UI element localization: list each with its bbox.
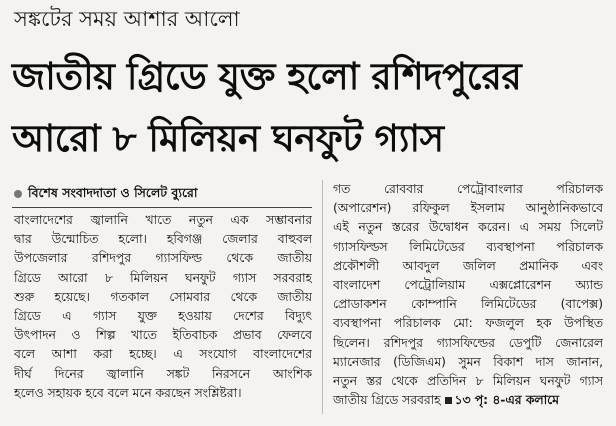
article-kicker: সঙ্কটের সময় আশার আলো	[14, 7, 240, 31]
text-line: হলেও সহায়ক হবে বলে মনে করছেন সংশ্লিষ্টরা।	[14, 385, 242, 400]
column-divider	[322, 180, 323, 414]
left-column	[14, 211, 312, 403]
text-line: গত রোববার পেট্রোবাংলার পরিচালক	[333, 182, 603, 196]
text-line: প্রোডাকশন কোম্পানি লিমিটেডের (বাপেক্স)	[333, 297, 603, 312]
text-line: এই নতুন স্তরের উদ্বোধন করেন। এ সময় সিলেট	[333, 220, 603, 235]
text-line: উৎপাদন ও শিল্প খাতে ইতিবাচক প্রভাব ফেলবে	[14, 328, 312, 343]
text-line: ব্যবস্থাপনা পরিচালক মো: ফজলুল হক উপস্থিত	[333, 316, 603, 331]
text-line: নতুন স্তর থেকে প্রতিদিন ৮ মিলিয়ন ঘনফুট গ্যাস	[333, 374, 603, 389]
continuation-text: জাতীয় গ্রিডে সরবরাহ	[333, 393, 445, 408]
text-line: বলে আশা করা হচ্ছে। এ সংযোগ বাংলাদেশের	[14, 347, 312, 362]
right-column	[333, 180, 603, 410]
text-line: প্রকৌশলী আবদুল জলিল প্রমানিক এবং	[333, 258, 603, 273]
headline-line-2: আরো ৮ মিলিয়ন ঘনফুট গ্যাস	[12, 117, 444, 160]
text-line: গ্রিডে আরো ৮ মিলিয়ন ঘনফুট গ্যাস সরবরাহ	[14, 270, 312, 285]
jump-marker-icon	[445, 397, 452, 404]
text-line: শুরু হয়েছে। গতকাল সোমবার থেকে জাতীয়	[14, 289, 312, 304]
byline	[14, 184, 198, 202]
text-line: বাংলাদেশের জ্বালানি খাতে নতুন এক সম্ভাবনার	[14, 213, 312, 227]
text-line: দ্বার উন্মোচিত হলো। হবিগঞ্জ জেলার বাহুবল	[14, 232, 312, 247]
text-line: উপজেলার রশিদপুর গ্যাসফিল্ড থেকে জাতীয়	[14, 251, 312, 266]
text-line: বাংলাদেশ পেট্রোলিয়াম এক্সপ্লোরেশন অ্যান্ড	[333, 278, 603, 293]
jump-reference: ১৩ পৃ: ৪-এর কলামে	[454, 393, 559, 408]
text-line: গ্রিডে এ গ্যাস যুক্ত হওয়ায় দেশের বিদ্যুৎ	[14, 309, 312, 324]
text-line: দীর্ঘ দিনের জ্বালানি সঙ্কট নিরসনে আংশিক	[14, 366, 312, 381]
headline-line-1: জাতীয় গ্রিডে যুক্ত হলো রশিদপুরের	[12, 55, 522, 98]
byline-text: বিশেষ সংবাদদাতা ও সিলেট ব্যুরো	[28, 185, 198, 200]
bullet-icon	[14, 190, 22, 198]
continuation-line	[333, 391, 603, 410]
text-line: ম্যানেজার (ডিজিএম) সুমন বিকাশ দাস জানান,	[333, 354, 603, 369]
byline-rule	[12, 207, 312, 208]
text-line: গ্যাসফিল্ডস লিমিটেডের ব্যবস্থাপনা পরিচালক	[333, 239, 603, 254]
text-line: (অপারেশন) রফিকুল ইসলাম আনুষ্ঠানিকভাবে	[333, 201, 603, 216]
text-line: ছিলেন। রশিদপুর গ্যাসফিল্ডের ডেপুটি জেনারেল	[333, 335, 603, 350]
